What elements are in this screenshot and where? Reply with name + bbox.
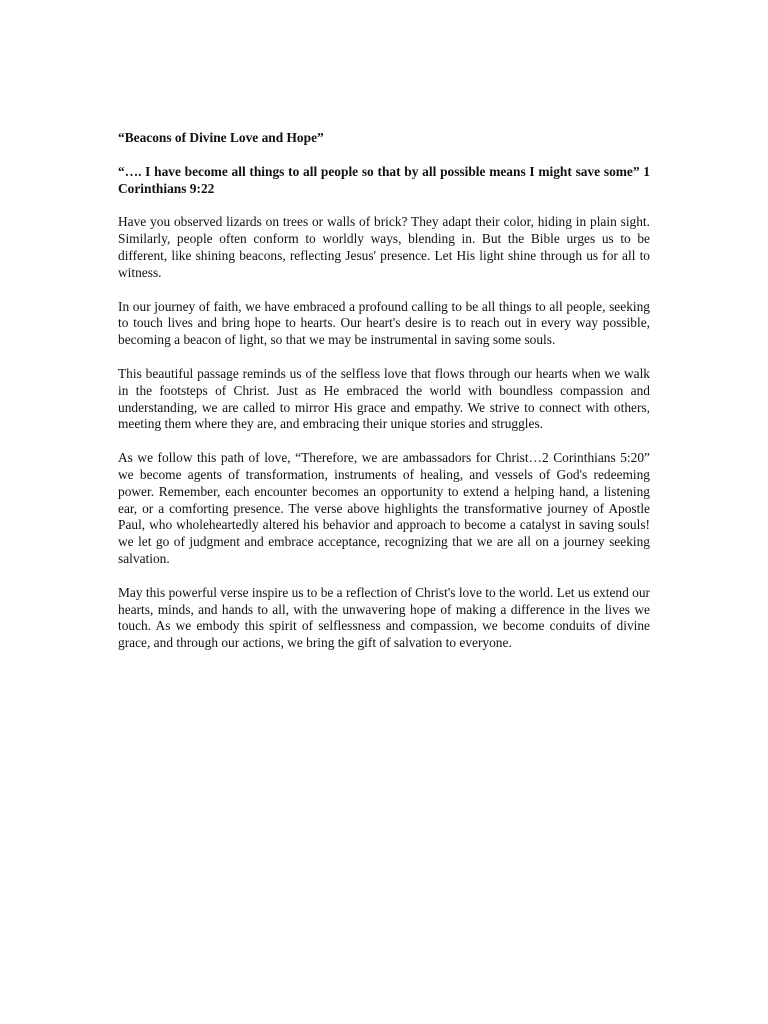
paragraph-selfless-love: This beautiful passage reminds us of the selfless love that flows through our hearts when we walk in the footsteps of Christ. Just as He embraced the world with boundless compassion and understanding, we are called to mirror His grace and empathy. We strive to connect with others, meeting them where they are, and embracing their unique stories and struggles. — [118, 365, 650, 432]
scripture-verse: “…. I have become all things to all people so that by all possible means I might save some” 1 Corinthians 9:22 — [118, 163, 650, 196]
paragraph-lizards: Have you observed lizards on trees or walls of brick? They adapt their color, hiding in plain sight. Similarly, people often conform to worldly ways, blending in. But the Bible urges us to be different, like shining beacons, reflecting Jesus' presence. Let His light shine through us for all to witness. — [118, 214, 650, 280]
paragraph-journey-of-faith: In our journey of faith, we have embraced a profound calling to be all things to all people, seeking to touch lives and bring hope to hearts. Our heart's desire is to reach out in every way possible, becoming a beacon of light, so that we may be instrumental in saving some souls. — [118, 298, 650, 348]
paragraph-closing: May this powerful verse inspire us to be a reflection of Christ's love to the world. Let us extend our hearts, minds, and hands to all, with the unwavering hope of making a difference in the lives we touch. As we embody this spirit of selflessness and compassion, we become conduits of divine grace, and through our actions, we bring the gift of salvation to everyone. — [118, 584, 650, 651]
paragraph-ambassadors: As we follow this path of love, “Therefore, we are ambassadors for Christ…2 Corinthians 5:20” we become agents of transformation, instruments of healing, and vessels of God's redeeming power. Remember, each encounter becomes an opportunity to extend a helping hand, a listening ear, or a comforting presence. The verse above highlights the transformative journey of Apostle Paul, who wholeheartedly altered his behavior and approach to become a catalyst in saving souls! we let go of judgment and embrace acceptance, recognizing that we are all on a journey seeking salvation. — [118, 450, 650, 566]
document-page — [118, 130, 650, 669]
document-title: “Beacons of Divine Love and Hope” — [118, 130, 324, 145]
